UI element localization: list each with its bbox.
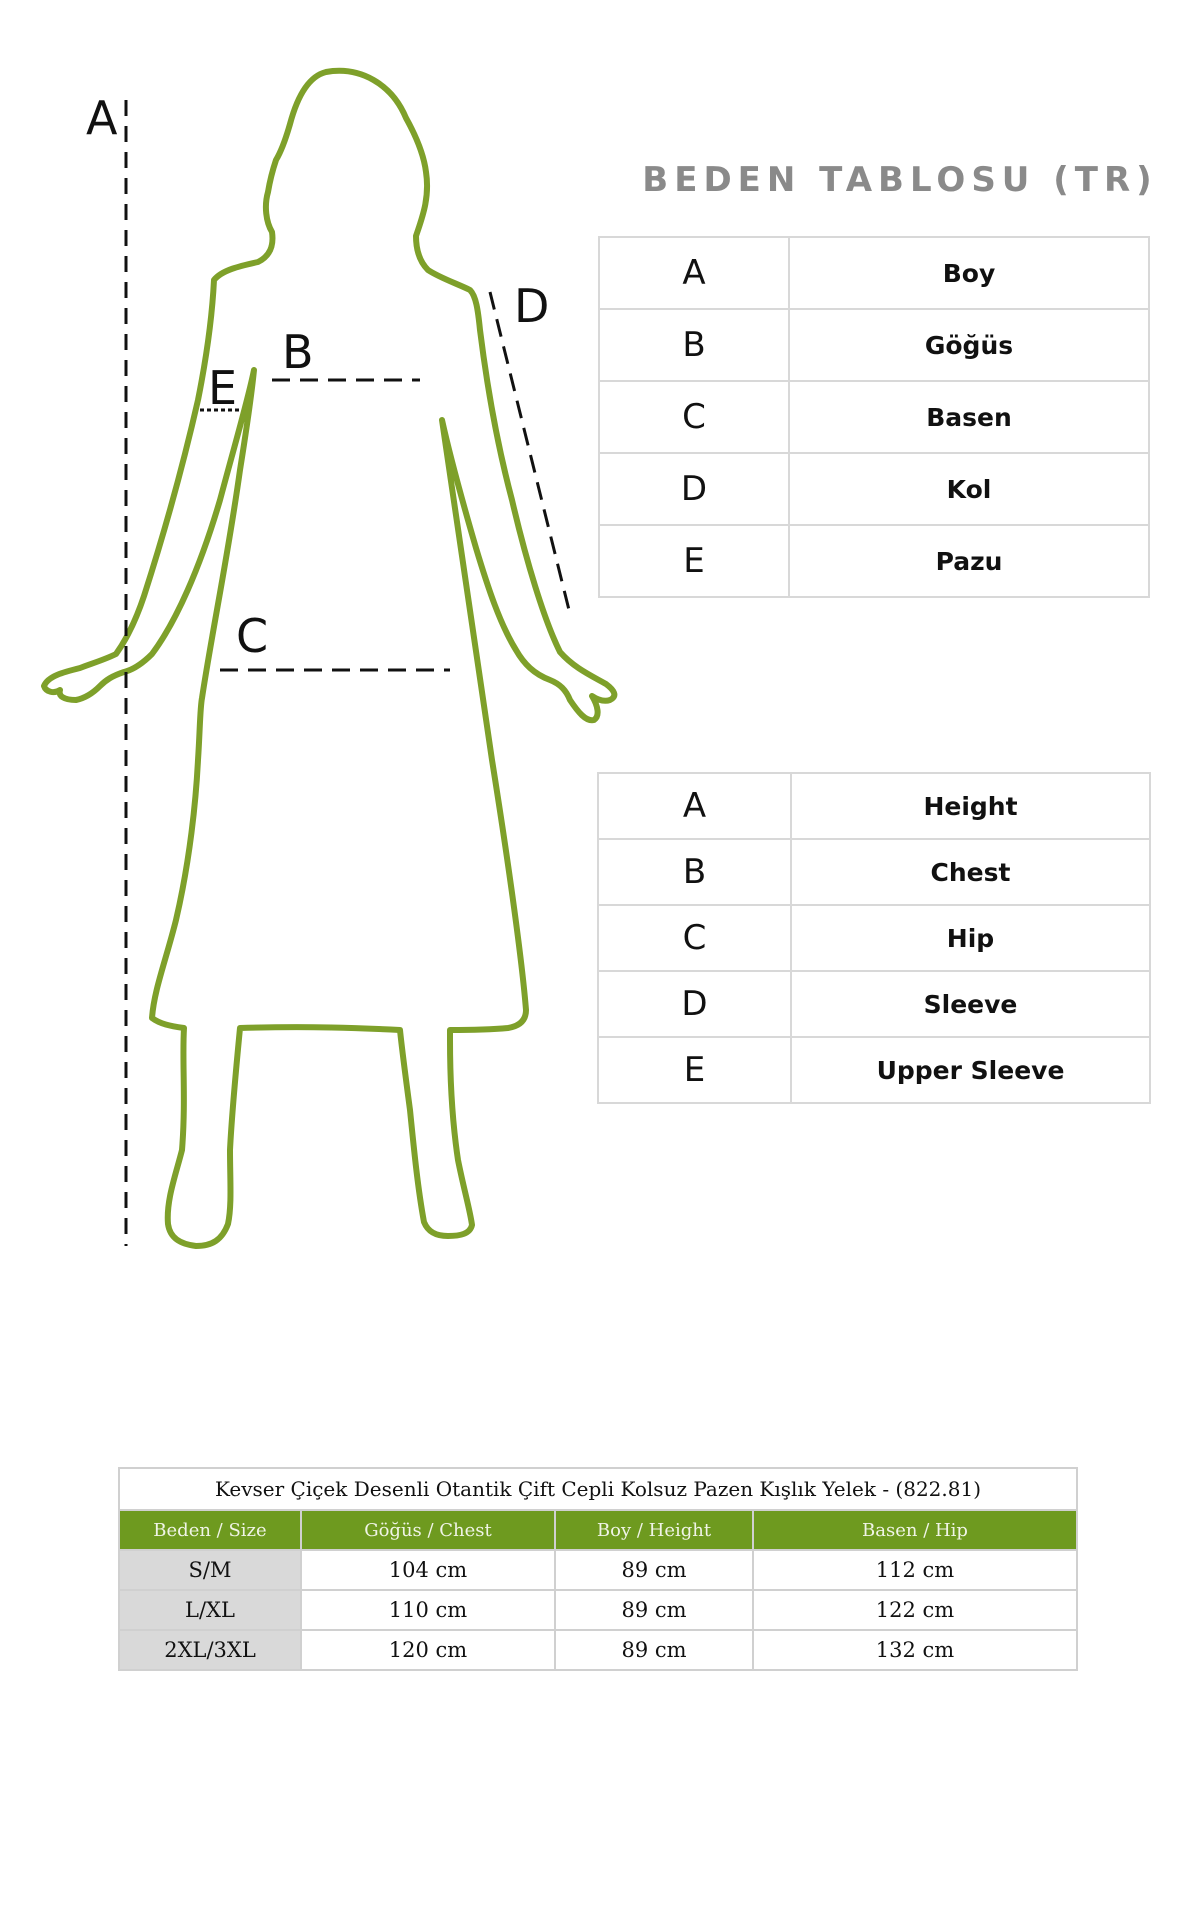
legend-key: D [598,971,791,1037]
size-cell: 2XL/3XL [119,1630,301,1670]
legend-table-en [597,772,1151,1104]
legend-key: D [599,453,789,525]
legend-value: Hip [791,905,1150,971]
legend-table-tr [598,236,1150,598]
hip-cell: 112 cm [753,1550,1077,1590]
legend-key: C [599,381,789,453]
legend-row [599,381,1149,453]
hip-cell: 132 cm [753,1630,1077,1670]
chest-cell: 110 cm [301,1590,555,1630]
legend-key: C [598,905,791,971]
legend-value: Boy [789,237,1149,309]
size-cell: S/M [119,1550,301,1590]
legend-key: A [599,237,789,309]
label-b: B [282,325,314,379]
table-row [119,1550,1077,1590]
legend-row [599,453,1149,525]
legend-value: Height [791,773,1150,839]
legend-row [598,839,1150,905]
column-header-chest: Göğüs / Chest [301,1510,555,1550]
dress-silhouette [44,71,614,1246]
label-e: E [208,361,238,415]
chest-cell: 120 cm [301,1630,555,1670]
label-d: D [514,279,550,333]
size-cell: L/XL [119,1590,301,1630]
height-cell: 89 cm [555,1590,753,1630]
column-header-hip: Basen / Hip [753,1510,1077,1550]
legend-row [599,525,1149,597]
legend-row [599,237,1149,309]
legend-key: A [598,773,791,839]
legend-row [598,905,1150,971]
legend-value: Pazu [789,525,1149,597]
label-c: C [236,609,269,663]
legend-row [598,1037,1150,1103]
legend-value: Göğüs [789,309,1149,381]
legend-row [598,971,1150,1037]
product-name: Kevser Çiçek Desenli Otantik Çift Cepli Kolsuz Pazen Kışlık Yelek - (822.81) [119,1468,1077,1510]
legend-key: B [598,839,791,905]
legend-value: Upper Sleeve [791,1037,1150,1103]
hip-cell: 122 cm [753,1590,1077,1630]
chest-cell: 104 cm [301,1550,555,1590]
body-measurement-figure [0,0,640,1300]
column-header-height: Boy / Height [555,1510,753,1550]
legend-value: Sleeve [791,971,1150,1037]
legend-value: Basen [789,381,1149,453]
legend-row [599,309,1149,381]
label-a: A [86,91,118,145]
size-chart-title: BEDEN TABLOSU (TR) [642,160,1158,200]
legend-value: Chest [791,839,1150,905]
legend-key: E [599,525,789,597]
table-row [119,1590,1077,1630]
product-size-table [118,1467,1078,1671]
legend-key: B [599,309,789,381]
table-row [119,1630,1077,1670]
column-header-size: Beden / Size [119,1510,301,1550]
height-cell: 89 cm [555,1550,753,1590]
legend-value: Kol [789,453,1149,525]
height-cell: 89 cm [555,1630,753,1670]
legend-row [598,773,1150,839]
legend-key: E [598,1037,791,1103]
